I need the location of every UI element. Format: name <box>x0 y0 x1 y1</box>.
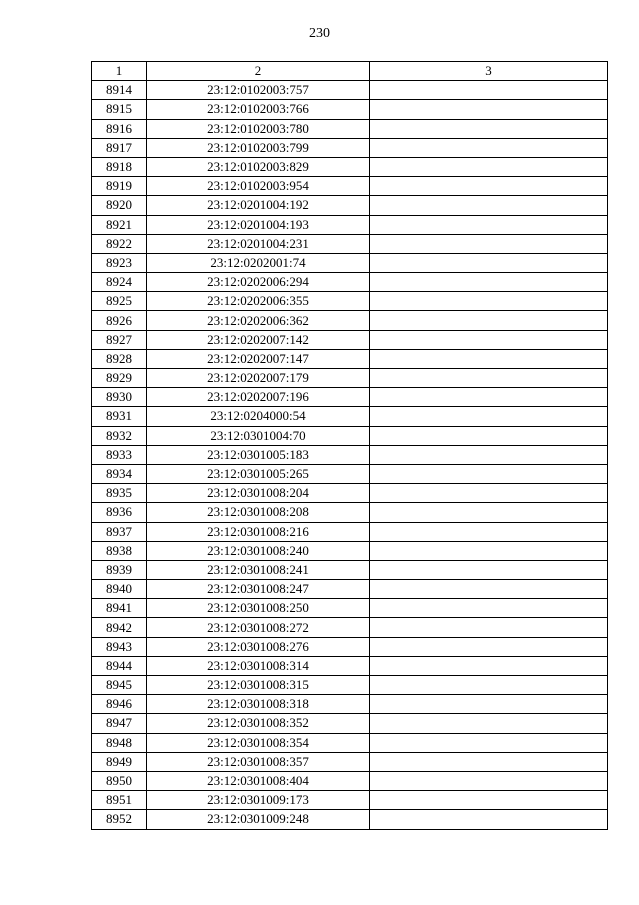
note-cell <box>370 311 608 330</box>
cadastral-number-cell: 23:12:0301008:318 <box>147 695 370 714</box>
row-number-cell: 8926 <box>92 311 147 330</box>
cadastral-number-cell: 23:12:0301008:357 <box>147 752 370 771</box>
row-number-cell: 8934 <box>92 464 147 483</box>
row-number-cell: 8939 <box>92 560 147 579</box>
table-row <box>92 100 608 119</box>
table-row <box>92 311 608 330</box>
table-row <box>92 503 608 522</box>
cadastral-number-cell: 23:12:0301009:173 <box>147 791 370 810</box>
table-row <box>92 292 608 311</box>
row-number-cell: 8932 <box>92 426 147 445</box>
table-row <box>92 177 608 196</box>
cadastral-number-cell: 23:12:0201004:231 <box>147 234 370 253</box>
table-row <box>92 618 608 637</box>
note-cell <box>370 676 608 695</box>
table-row <box>92 138 608 157</box>
cadastral-number-cell: 23:12:0202006:355 <box>147 292 370 311</box>
note-cell <box>370 330 608 349</box>
table-row <box>92 560 608 579</box>
note-cell <box>370 484 608 503</box>
table-row <box>92 196 608 215</box>
cadastral-number-cell: 23:12:0301005:265 <box>147 464 370 483</box>
cadastral-number-cell: 23:12:0201004:193 <box>147 215 370 234</box>
row-number-cell: 8941 <box>92 599 147 618</box>
table-row <box>92 484 608 503</box>
note-cell <box>370 541 608 560</box>
note-cell <box>370 695 608 714</box>
column-header-3: 3 <box>370 62 608 81</box>
row-number-cell: 8914 <box>92 81 147 100</box>
cadastral-number-cell: 23:12:0102003:780 <box>147 119 370 138</box>
row-number-cell: 8944 <box>92 656 147 675</box>
cadastral-number-cell: 23:12:0202007:147 <box>147 349 370 368</box>
page-number: 230 <box>309 26 330 41</box>
table-row <box>92 388 608 407</box>
cadastral-number-cell: 23:12:0301008:276 <box>147 637 370 656</box>
table-row <box>92 522 608 541</box>
row-number-cell: 8942 <box>92 618 147 637</box>
note-cell <box>370 503 608 522</box>
note-cell <box>370 445 608 464</box>
row-number-cell: 8921 <box>92 215 147 234</box>
note-cell <box>370 273 608 292</box>
table-row <box>92 464 608 483</box>
table-row <box>92 369 608 388</box>
note-cell <box>370 580 608 599</box>
cadastral-number-cell: 23:12:0102003:829 <box>147 157 370 176</box>
table-row <box>92 349 608 368</box>
note-cell <box>370 100 608 119</box>
row-number-cell: 8916 <box>92 119 147 138</box>
row-number-cell: 8927 <box>92 330 147 349</box>
cadastral-number-cell: 23:12:0301008:315 <box>147 676 370 695</box>
row-number-cell: 8943 <box>92 637 147 656</box>
row-number-cell: 8945 <box>92 676 147 695</box>
row-number-cell: 8946 <box>92 695 147 714</box>
note-cell <box>370 560 608 579</box>
cadastral-number-cell: 23:12:0301008:241 <box>147 560 370 579</box>
table-header-row <box>92 62 608 81</box>
cadastral-number-cell: 23:12:0102003:766 <box>147 100 370 119</box>
note-cell <box>370 196 608 215</box>
cadastral-number-cell: 23:12:0301008:240 <box>147 541 370 560</box>
cadastral-number-cell: 23:12:0301004:70 <box>147 426 370 445</box>
note-cell <box>370 752 608 771</box>
cadastral-number-cell: 23:12:0301005:183 <box>147 445 370 464</box>
registry-table <box>91 61 608 830</box>
table-row <box>92 791 608 810</box>
note-cell <box>370 637 608 656</box>
row-number-cell: 8938 <box>92 541 147 560</box>
note-cell <box>370 157 608 176</box>
note-cell <box>370 388 608 407</box>
row-number-cell: 8922 <box>92 234 147 253</box>
table-body <box>92 81 608 829</box>
cadastral-number-cell: 23:12:0301008:208 <box>147 503 370 522</box>
row-number-cell: 8928 <box>92 349 147 368</box>
note-cell <box>370 253 608 272</box>
note-cell <box>370 810 608 829</box>
note-cell <box>370 714 608 733</box>
table-row <box>92 695 608 714</box>
row-number-cell: 8931 <box>92 407 147 426</box>
row-number-cell: 8935 <box>92 484 147 503</box>
row-number-cell: 8948 <box>92 733 147 752</box>
note-cell <box>370 599 608 618</box>
row-number-cell: 8925 <box>92 292 147 311</box>
cadastral-number-cell: 23:12:0202007:179 <box>147 369 370 388</box>
row-number-cell: 8919 <box>92 177 147 196</box>
row-number-cell: 8950 <box>92 771 147 790</box>
note-cell <box>370 177 608 196</box>
table-row <box>92 580 608 599</box>
cadastral-number-cell: 23:12:0201004:192 <box>147 196 370 215</box>
row-number-cell: 8915 <box>92 100 147 119</box>
cadastral-number-cell: 23:12:0202007:196 <box>147 388 370 407</box>
table-row <box>92 445 608 464</box>
row-number-cell: 8952 <box>92 810 147 829</box>
cadastral-number-cell: 23:12:0301008:314 <box>147 656 370 675</box>
row-number-cell: 8940 <box>92 580 147 599</box>
note-cell <box>370 733 608 752</box>
cadastral-number-cell: 23:12:0102003:799 <box>147 138 370 157</box>
table-row <box>92 656 608 675</box>
table-row <box>92 330 608 349</box>
cadastral-number-cell: 23:12:0204000:54 <box>147 407 370 426</box>
row-number-cell: 8918 <box>92 157 147 176</box>
cadastral-number-cell: 23:12:0202006:294 <box>147 273 370 292</box>
note-cell <box>370 771 608 790</box>
table-row <box>92 810 608 829</box>
row-number-cell: 8936 <box>92 503 147 522</box>
cadastral-number-cell: 23:12:0301008:354 <box>147 733 370 752</box>
row-number-cell: 8917 <box>92 138 147 157</box>
row-number-cell: 8947 <box>92 714 147 733</box>
cadastral-number-cell: 23:12:0301008:204 <box>147 484 370 503</box>
row-number-cell: 8951 <box>92 791 147 810</box>
cadastral-number-cell: 23:12:0301008:272 <box>147 618 370 637</box>
note-cell <box>370 215 608 234</box>
table-row <box>92 215 608 234</box>
note-cell <box>370 119 608 138</box>
row-number-cell: 8929 <box>92 369 147 388</box>
note-cell <box>370 407 608 426</box>
note-cell <box>370 292 608 311</box>
table-row <box>92 733 608 752</box>
column-header-2: 2 <box>147 62 370 81</box>
cadastral-number-cell: 23:12:0301008:250 <box>147 599 370 618</box>
cadastral-number-cell: 23:12:0301009:248 <box>147 810 370 829</box>
row-number-cell: 8930 <box>92 388 147 407</box>
column-header-1: 1 <box>92 62 147 81</box>
note-cell <box>370 522 608 541</box>
cadastral-number-cell: 23:12:0301008:247 <box>147 580 370 599</box>
cadastral-number-cell: 23:12:0301008:216 <box>147 522 370 541</box>
note-cell <box>370 234 608 253</box>
cadastral-number-cell: 23:12:0202006:362 <box>147 311 370 330</box>
table-row <box>92 541 608 560</box>
row-number-cell: 8920 <box>92 196 147 215</box>
table-row <box>92 752 608 771</box>
note-cell <box>370 656 608 675</box>
row-number-cell: 8923 <box>92 253 147 272</box>
table-row <box>92 637 608 656</box>
note-cell <box>370 138 608 157</box>
cadastral-number-cell: 23:12:0102003:757 <box>147 81 370 100</box>
note-cell <box>370 81 608 100</box>
note-cell <box>370 426 608 445</box>
table-row <box>92 676 608 695</box>
table-row <box>92 253 608 272</box>
table-row <box>92 234 608 253</box>
table-row <box>92 426 608 445</box>
table-row <box>92 157 608 176</box>
row-number-cell: 8937 <box>92 522 147 541</box>
table-row <box>92 599 608 618</box>
table-row <box>92 771 608 790</box>
table-row <box>92 273 608 292</box>
note-cell <box>370 369 608 388</box>
table-row <box>92 714 608 733</box>
cadastral-number-cell: 23:12:0301008:404 <box>147 771 370 790</box>
row-number-cell: 8924 <box>92 273 147 292</box>
note-cell <box>370 464 608 483</box>
note-cell <box>370 618 608 637</box>
cadastral-number-cell: 23:12:0202007:142 <box>147 330 370 349</box>
table-row <box>92 119 608 138</box>
row-number-cell: 8949 <box>92 752 147 771</box>
note-cell <box>370 791 608 810</box>
cadastral-number-cell: 23:12:0102003:954 <box>147 177 370 196</box>
cadastral-number-cell: 23:12:0202001:74 <box>147 253 370 272</box>
table-row <box>92 407 608 426</box>
cadastral-number-cell: 23:12:0301008:352 <box>147 714 370 733</box>
table-row <box>92 81 608 100</box>
row-number-cell: 8933 <box>92 445 147 464</box>
note-cell <box>370 349 608 368</box>
